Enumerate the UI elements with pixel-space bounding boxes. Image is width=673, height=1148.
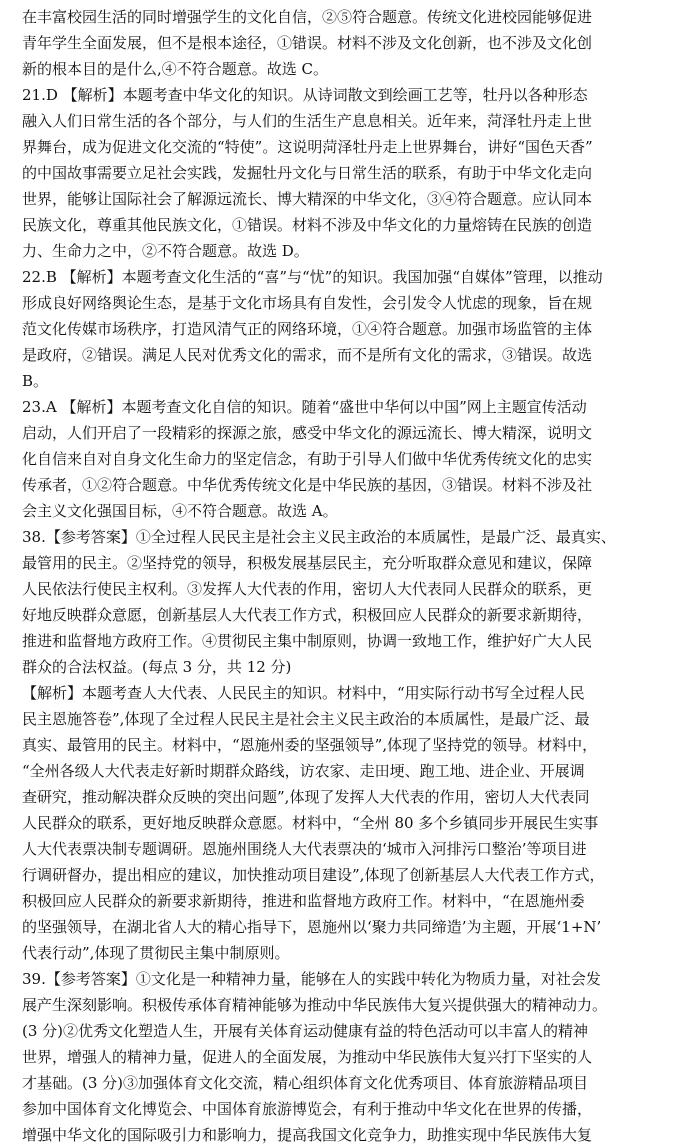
text-line-23: 人民依法行使民主权利。③发挥人大代表的作用，密切人大代表同人民群众的联系，更 xyxy=(22,580,593,598)
text-line-37: 代表行动”,体现了贯彻民主集中制原则。 xyxy=(22,944,290,962)
text-line-39: 展产生深刻影响。积极传承体育精神能够为推动中华民族伟大复兴提供强大的精神动力。 xyxy=(22,996,608,1014)
text-line-22: 最管用的民主。②坚持党的领导，积极发展基层民主，充分听取群众意见和建议，保障 xyxy=(22,554,593,572)
text-line-1: 在丰富校园生活的同时增强学生的文化自信，②⑤符合题意。传统文化进校园能够促进 xyxy=(22,8,593,26)
text-line-25: 推进和监督地方政府工作。④贯彻民主集中制原则，协调一致地工作，维护好广大人民 xyxy=(22,632,593,650)
answer-22-heading-line: 22.B 【解析】本题考查文化生活的“喜”与“忧”的知识。我国加强“自媒体”管理，以推动 xyxy=(22,268,603,286)
answer-38-heading-line: 38.【参考答案】①全过程人民民主是社会主义民主政治的本质属性，是最广泛、最真实、 xyxy=(22,528,616,546)
text-line-19: 传承者，①②符合题意。中华优秀传统文化是中华民族的基因，③错误。材料不涉及社 xyxy=(22,476,593,494)
text-line-13: 范文化传媒市场秩序，打造风清气正的网络环境，①④符合题意。加强市场监管的主体 xyxy=(22,320,593,338)
text-line-20: 会主义文化强国目标，④不符合题意。故选 A。 xyxy=(22,502,338,520)
text-line-28: 民主恩施答卷”,体现了全过程人民民主是社会主义民主政治的本质属性，是最广泛、最 xyxy=(22,710,590,728)
text-line-24: 好地反映群众意愿，创新基层人大代表工作方式，积极回应人民群众的新要求新期待， xyxy=(22,606,593,624)
text-line-18: 化自信来自对自身文化生命力的坚定信念，有助于引导人们做中华优秀传统文化的忠实 xyxy=(22,450,593,468)
text-line-15: B。 xyxy=(22,372,49,390)
text-line-34: 行调研督办，提出相应的建议，加快推动项目建设”,体现了创新基层人大代表工作方式， xyxy=(22,866,605,884)
text-line-30: “全州各级人大代表走好新时期群众路线，访农家、走田埂、跑工地、进企业、开展调 xyxy=(22,762,585,780)
text-line-31: 查研究，推动解决群众反映的突出问题”,体现了发挥人大代表的作用，密切人大代表同 xyxy=(22,788,590,806)
text-line-17: 启动，人们开启了一段精彩的探源之旅，感受中华文化的源远流长、博大精深，说明文 xyxy=(22,424,593,442)
analysis-38-heading-line: 【解析】本题考查人大代表、人民民主的知识。材料中，“用实际行动书写全过程人民 xyxy=(22,684,585,702)
text-line-9: 民族文化，尊重其他民族文化，①错误。材料不涉及中华文化的力量熔铸在民族的创造 xyxy=(22,216,593,234)
text-line-26: 群众的合法权益。(每点 3 分，共 12 分) xyxy=(22,658,292,676)
text-line-3: 新的根本目的是什么,④不符合题意。故选 C。 xyxy=(22,60,329,78)
text-line-2: 青年学生全面发展，但不是根本途径，①错误。材料不涉及文化创新，也不涉及文化创 xyxy=(22,34,593,52)
text-line-33: 人大代表票决制专题调研。恩施州围绕人大代表票决的‘城市入河排污口整治’等项目进 xyxy=(22,840,587,858)
text-line-42: 才基础。(3 分)③加强体育文化交流，精心组织体育文化优秀项目、体育旅游精品项目 xyxy=(22,1074,589,1092)
answer-21-heading-line: 21.D 【解析】本题考查中华文化的知识。从诗词散文到绘画工艺等，牡丹以各种形态 xyxy=(22,86,588,104)
text-line-14: 是政府，②错误。满足人民对优秀文化的需求，而不是所有文化的需求，③错误。故选 xyxy=(22,346,593,364)
text-line-29: 真实、最管用的民主。材料中，“恩施州委的坚强领导”,体现了坚持党的领导。材料中， xyxy=(22,736,598,754)
text-line-6: 界舞台，成为促进文化交流的“特使”。这说明菏泽牡丹走上世界舞台，讲好“国色天香” xyxy=(22,138,593,156)
text-line-32: 人民群众的联系，更好地反映群众意愿。材料中，“全州 80 多个乡镇同步开展民生实事 xyxy=(22,814,599,832)
text-line-41: 世界，增强人的精神力量，促进人的全面发展，为推动中华民族伟大复兴打下坚实的人 xyxy=(22,1048,593,1066)
answer-23-heading-line: 23.A 【解析】本题考查文化自信的知识。随着“盛世中华何以中国”网上主题宣传活动 xyxy=(22,398,587,416)
text-line-43: 参加中国体育文化博览会、中国体育旅游博览会，有利于推动中华文化在世界的传播， xyxy=(22,1100,593,1118)
text-line-44: 增强中华文化的国际吸引力和影响力，提高我国文化竞争力，助推实现中华民族伟大复 xyxy=(22,1126,593,1144)
text-line-12: 形成良好网络舆论生态，是基于文化市场具有自发性，会引发令人忧虑的现象，旨在规 xyxy=(22,294,593,312)
text-line-8: 世界，能够让国际社会了解源远流长、博大精深的中华文化，③④符合题意。应认同本 xyxy=(22,190,593,208)
text-line-5: 融入人们日常生活的各个部分，与人们的生活生产息息相关。近年来，菏泽牡丹走上世 xyxy=(22,112,593,130)
text-line-7: 的中国故事需要立足社会实践，发掘牡丹文化与日常生活的联系，有助于中华文化走向 xyxy=(22,164,593,182)
text-line-35: 积极回应人民群众的新要求新期待，推进和监督地方政府工作。材料中，“在恩施州委 xyxy=(22,892,585,910)
text-line-10: 力、生命力之中，②不符合题意。故选 D。 xyxy=(22,242,309,260)
text-line-36: 的坚强领导，在湖北省人大的精心指导下，恩施州以‘聚力共同缔造’为主题，开展‘1+N’ xyxy=(22,918,602,936)
answer-39-heading-line: 39.【参考答案】①文化是一种精神力量，能够在人的实践中转化为物质力量，对社会发 xyxy=(22,970,601,988)
text-line-40: (3 分)②优秀文化塑造人生，开展有关体育运动健康有益的特色活动可以丰富人的精神 xyxy=(22,1022,589,1040)
